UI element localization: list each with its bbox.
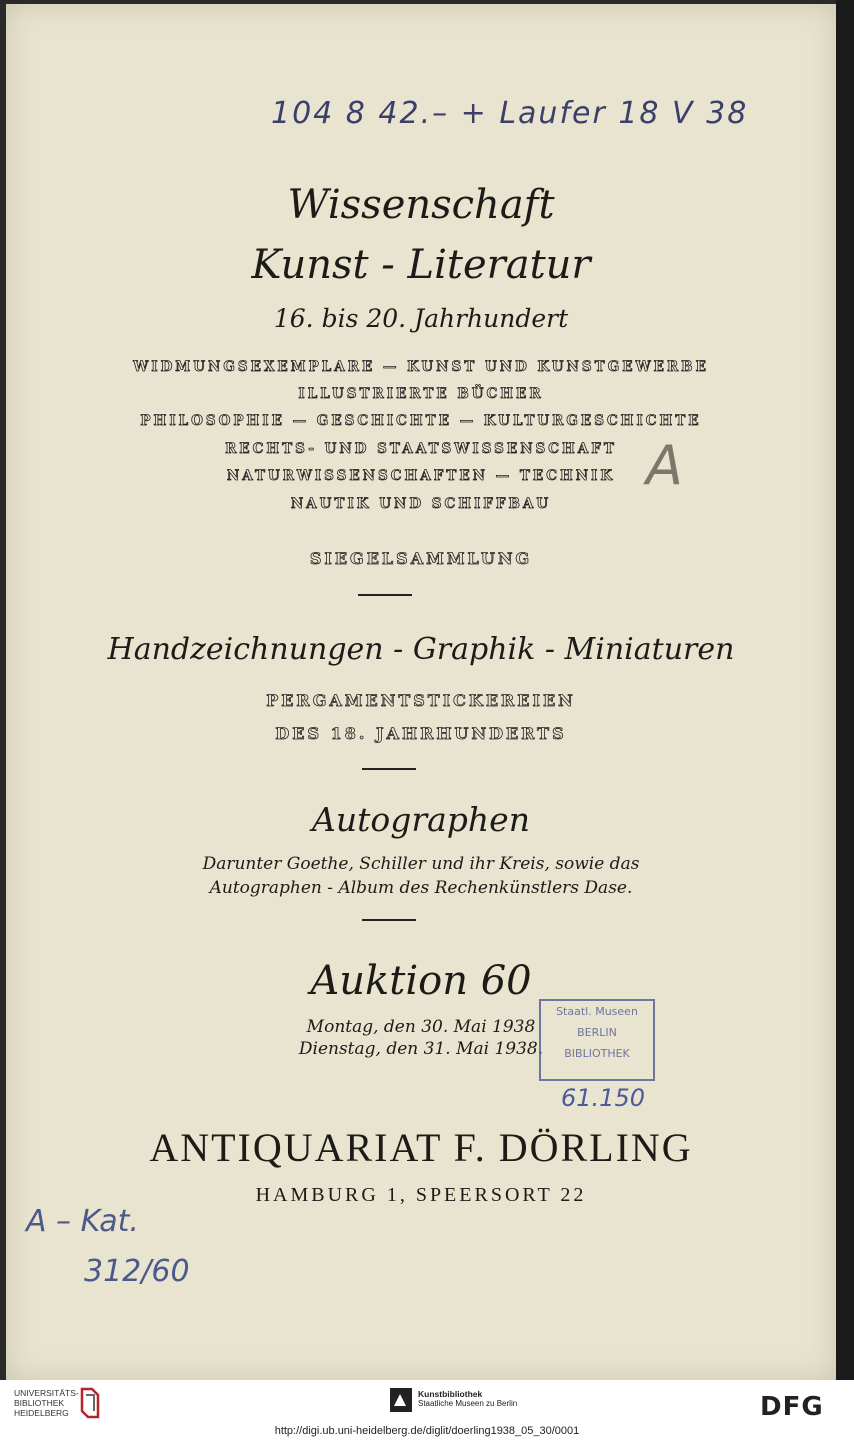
publisher-address: HAMBURG 1, SPEERSORT 22 xyxy=(255,1184,587,1206)
handwritten-top-annotation: 104 8 42.– + Laufer 18 V 38 xyxy=(271,96,749,131)
auction-date-1: Montag, den 30. Mai 1938 xyxy=(306,1017,536,1037)
category-1: WIDMUNGSEXEMPLARE — KUNST UND KUNSTGEWERBE xyxy=(133,359,709,375)
autographen-line-1: Darunter Goethe, Schiller und ihr Kreis, sowie das xyxy=(202,854,640,874)
scan-border xyxy=(836,0,854,1380)
dfg-logo[interactable]: DFG xyxy=(760,1392,824,1422)
category-3: PHILOSOPHIE — GESCHICHTE — KULTURGESCHICHTE xyxy=(140,413,702,429)
handwritten-catalog-ref-2: 312/60 xyxy=(84,1254,190,1289)
library-stamp xyxy=(539,999,655,1081)
stamp-line-2: BERLIN xyxy=(577,1026,617,1039)
category-6: NAUTIK UND SCHIFFBAU xyxy=(290,496,552,512)
handwritten-catalog-ref-1: A – Kat. xyxy=(26,1204,139,1239)
catalog-page xyxy=(6,4,836,1380)
divider-3 xyxy=(362,919,416,921)
stamp-number: 61.150 xyxy=(561,1084,645,1112)
kb-line-1: Kunstbibliothek xyxy=(418,1389,483,1399)
footer-bar xyxy=(0,1380,854,1440)
category-5: NATURWISSENSCHAFTEN — TECHNIK xyxy=(226,468,616,484)
category-4: RECHTS- UND STAATSWISSENSCHAFT xyxy=(225,441,617,457)
divider-1 xyxy=(358,594,412,596)
kunstbibliothek-logo-icon xyxy=(390,1388,412,1412)
section-drawings-sub-1: PERGAMENTSTICKEREIEN xyxy=(266,691,576,710)
uni-line-1: UNIVERSITÄTS- xyxy=(14,1388,79,1398)
auction-title: Auktion 60 xyxy=(310,958,532,1004)
section-drawings-sub-2: DES 18. JAHRHUNDERTS xyxy=(275,724,567,743)
section-drawings-heading: Handzeichnungen - Graphik - Miniaturen xyxy=(107,632,735,667)
uni-line-3: HEIDELBERG xyxy=(14,1408,69,1418)
category-2: ILLUSTRIERTE BÜCHER xyxy=(298,386,544,402)
autographen-heading: Autographen xyxy=(312,800,530,839)
autographen-line-2: Autographen - Album des Rechenkünstlers Dase. xyxy=(209,878,633,898)
page-url[interactable]: http://digi.ub.uni-heidelberg.de/diglit/doerling1938_05_30/0001 xyxy=(274,1425,580,1437)
uni-library-logo[interactable] xyxy=(14,1388,79,1418)
title-line-3: 16. bis 20. Jahrhundert xyxy=(273,304,569,333)
uni-logo-icon xyxy=(80,1387,100,1419)
kunstbibliothek-text[interactable] xyxy=(418,1389,517,1408)
stamp-line-3: BIBLIOTHEK xyxy=(564,1047,630,1060)
title-line-2: Kunst - Literatur xyxy=(251,242,591,288)
title-line-1: Wissenschaft xyxy=(287,182,555,228)
publisher-name: ANTIQUARIAT F. DÖRLING xyxy=(149,1125,693,1170)
stamp-line-1: Staatl. Museen xyxy=(556,1005,638,1018)
auction-date-2: Dienstag, den 31. Mai 1938. xyxy=(298,1039,544,1059)
siegelsammlung: SIEGELSAMMLUNG xyxy=(309,549,533,568)
uni-line-2: BIBLIOTHEK xyxy=(14,1398,65,1408)
kb-line-2: Staatliche Museen zu Berlin xyxy=(418,1399,518,1408)
divider-2 xyxy=(362,768,416,770)
handwritten-side-mark: A xyxy=(646,434,683,497)
